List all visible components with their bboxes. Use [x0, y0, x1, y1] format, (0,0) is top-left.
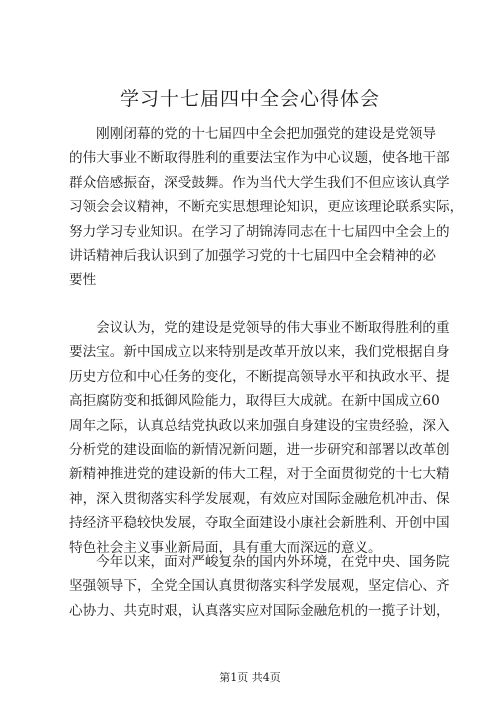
paragraph-1 — [69, 122, 464, 293]
text-line: 周年之际，认真总结党执政以来加强自身建设的宝贵经验，深入 — [69, 417, 450, 434]
text-line: 坚强领导下，全党全国认真贯彻落实科学发展观，坚定信心、齐 — [69, 578, 450, 595]
paragraph-2 — [69, 316, 450, 560]
text-line: 新精神推进党的建设新的伟大工程，对于全面贯彻党的十七大精 — [69, 466, 450, 483]
text-line: 高拒腐防变和抵御风险能力，取得巨大成就。在新中国成立60 — [69, 393, 440, 410]
text-line: 会议认为，党的建设是党领导的伟大事业不断取得胜利的重 — [69, 320, 450, 336]
text-line: 心协力、共克时艰，认真落实应对国际金融危机的一揽子计划， — [69, 602, 450, 619]
text-line: 特色社会主义事业新局面，具有重大而深远的意义。 — [69, 539, 382, 556]
text-line: 今年以来，面对严峻复杂的国内外环境，在党中央、国务院 — [69, 554, 450, 570]
text-line: 要法宝。新中国成立以来特别是改革开放以来，我们党根据自身 — [69, 344, 450, 361]
text-line: 神，深入贯彻落实科学发展观，有效应对国际金融危机冲击、保 — [69, 490, 450, 507]
text-line: 努力学习专业知识。在学习了胡锦涛同志在十七届四中全会上的 — [69, 223, 450, 240]
paragraph-3 — [69, 550, 450, 623]
text-line: 习领会会议精神，不断充实思想理论知识，更应该理论联系实际， — [69, 199, 464, 216]
document-title: 学习十七届四中全会心得体会 — [119, 88, 380, 110]
page-number-footer: 第1页 共4页 — [219, 671, 281, 684]
text-line: 分析党的建设面临的新情况新问题，进一步研究和部署以改革创 — [69, 442, 450, 459]
text-line: 历史方位和中心任务的变化，不断提高领导水平和执政水平、提 — [69, 368, 450, 385]
text-line: 讲话精神后我认识到了加强学习党的十七届四中全会精神的必 — [69, 248, 437, 265]
text-line: 持经济平稳较快发展，夺取全面建设小康社会新胜利、开创中国 — [69, 515, 450, 532]
text-line: 刚刚闭幕的党的十七届四中全会把加强党的建设是党领导 — [69, 126, 437, 142]
text-line: 要性 — [69, 272, 97, 289]
text-line: 的伟大事业不断取得胜利的重要法宝作为中心议题，使各地干部 — [69, 150, 450, 167]
text-line: 群众倍感振奋，深受鼓舞。作为当代大学生我们不但应该认真学 — [69, 174, 450, 191]
